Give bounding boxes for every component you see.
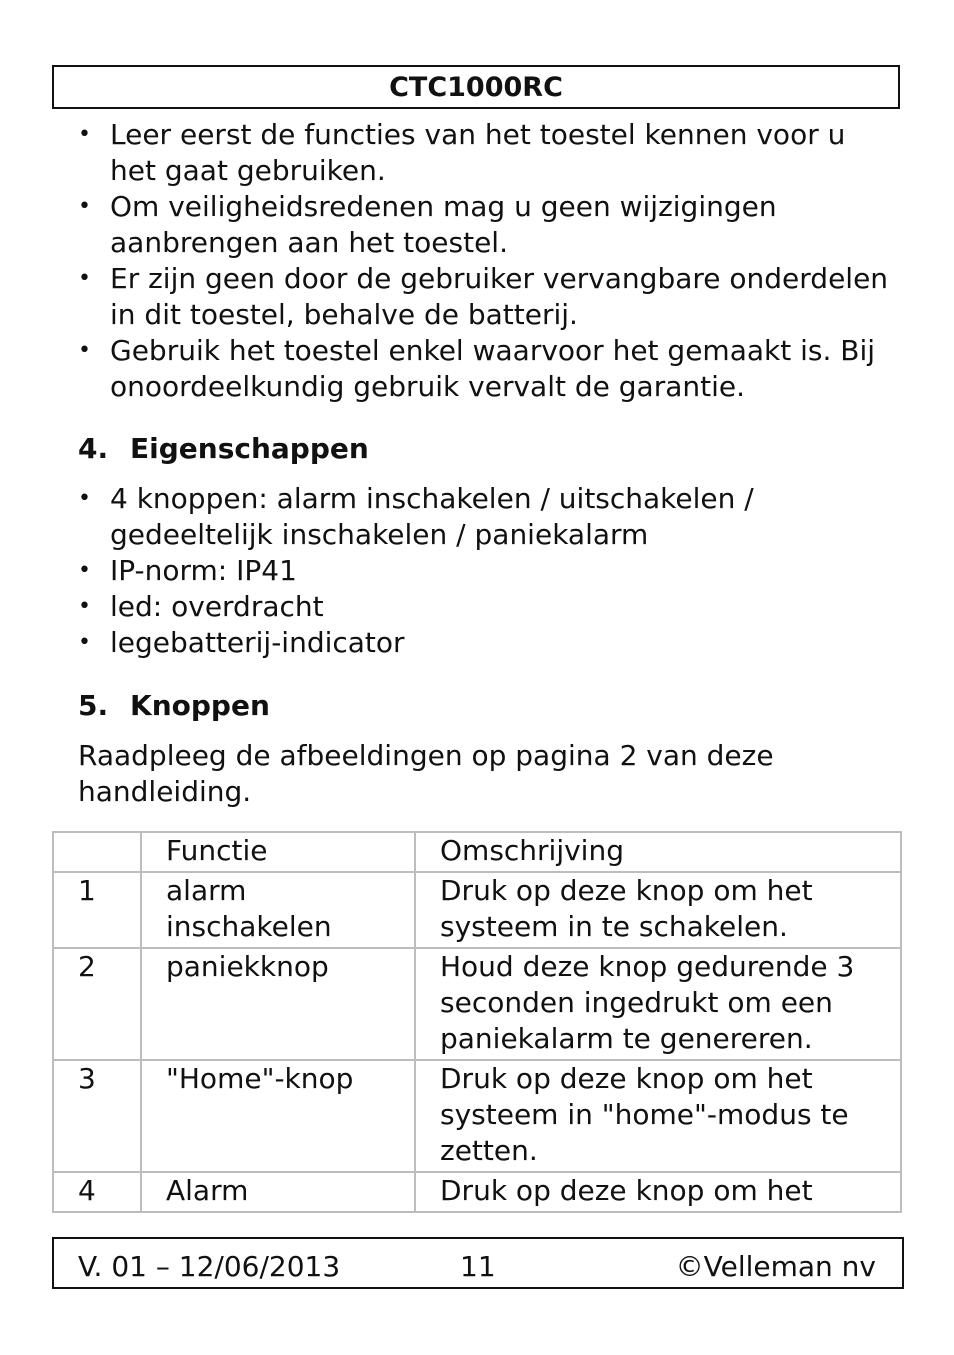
table-row: [53, 1060, 901, 1172]
list-item: • Er zijn geen door de gebruiker vervangbare onderdelen in dit toestel, behalve de batterij.: [78, 262, 889, 331]
table-row: [53, 948, 901, 1060]
bullet-icon: •: [78, 558, 91, 583]
table-cell: "Home"-knop: [141, 1060, 415, 1172]
section-number: 5.: [78, 689, 109, 722]
table-cell: paniekknop: [141, 948, 415, 1060]
table-cell: Druk op deze knop om het systeem in te schakelen.: [415, 872, 901, 948]
table-header-cell: Functie: [141, 832, 415, 872]
bullet-icon: •: [78, 338, 91, 363]
bullet-icon: •: [78, 194, 91, 219]
buttons-table: [52, 831, 902, 1213]
feature-bullet-list: [78, 481, 878, 661]
table-header-row: [53, 832, 901, 872]
table-header-cell: [53, 832, 141, 872]
table-cell: Druk op deze knop om het systeem in "home"-modus te zetten.: [415, 1060, 901, 1172]
list-item: • 4 knoppen: alarm inschakelen / uitschakelen / gedeeltelijk inschakelen / paniekalarm: [78, 482, 754, 551]
table-row: [53, 872, 901, 948]
section-number: 4.: [78, 432, 109, 465]
footer-page-number: 11: [460, 1250, 496, 1283]
bullet-icon: •: [78, 594, 91, 619]
section-title: Knoppen: [130, 689, 270, 722]
document-title: CTC1000RC: [389, 71, 563, 103]
list-item: • IP-norm: IP41: [78, 554, 297, 587]
table-cell: 2: [53, 948, 141, 1060]
bullet-icon: •: [78, 122, 91, 147]
table-cell: Alarm: [141, 1172, 415, 1212]
document-footer: [52, 1237, 904, 1289]
table-cell: alarm inschakelen: [141, 872, 415, 948]
footer-copyright: ©Velleman nv: [675, 1250, 876, 1283]
section-heading-knoppen: [78, 688, 270, 724]
bullet-icon: •: [78, 630, 91, 655]
list-item: • Gebruik het toestel enkel waarvoor het gemaakt is. Bij onoordeelkundig gebruik vervalt de garantie.: [78, 334, 876, 403]
section-paragraph: Raadpleeg de afbeeldingen op pagina 2 van deze handleiding.: [78, 739, 774, 808]
table-row: [53, 1172, 901, 1212]
list-item: • legebatterij-indicator: [78, 626, 405, 659]
list-item: • led: overdracht: [78, 590, 324, 623]
footer-version: V. 01 – 12/06/2013: [78, 1250, 341, 1283]
bullet-icon: •: [78, 486, 91, 511]
intro-bullet-list: [78, 117, 898, 405]
table-cell: 4: [53, 1172, 141, 1212]
section-heading-eigenschappen: [78, 431, 369, 467]
section-title: Eigenschappen: [130, 432, 369, 465]
list-item: • Om veiligheidsredenen mag u geen wijzigingen aanbrengen aan het toestel.: [78, 190, 777, 259]
bullet-icon: •: [78, 266, 91, 291]
table-cell: 3: [53, 1060, 141, 1172]
table-header-cell: Omschrijving: [415, 832, 901, 872]
table-cell: Houd deze knop gedurende 3 seconden ingedrukt om een paniekalarm te genereren.: [415, 948, 901, 1060]
list-item: • Leer eerst de functies van het toestel kennen voor u het gaat gebruiken.: [78, 118, 846, 187]
document-header: [52, 65, 900, 109]
table-cell: Druk op deze knop om het: [415, 1172, 901, 1212]
table-cell: 1: [53, 872, 141, 948]
